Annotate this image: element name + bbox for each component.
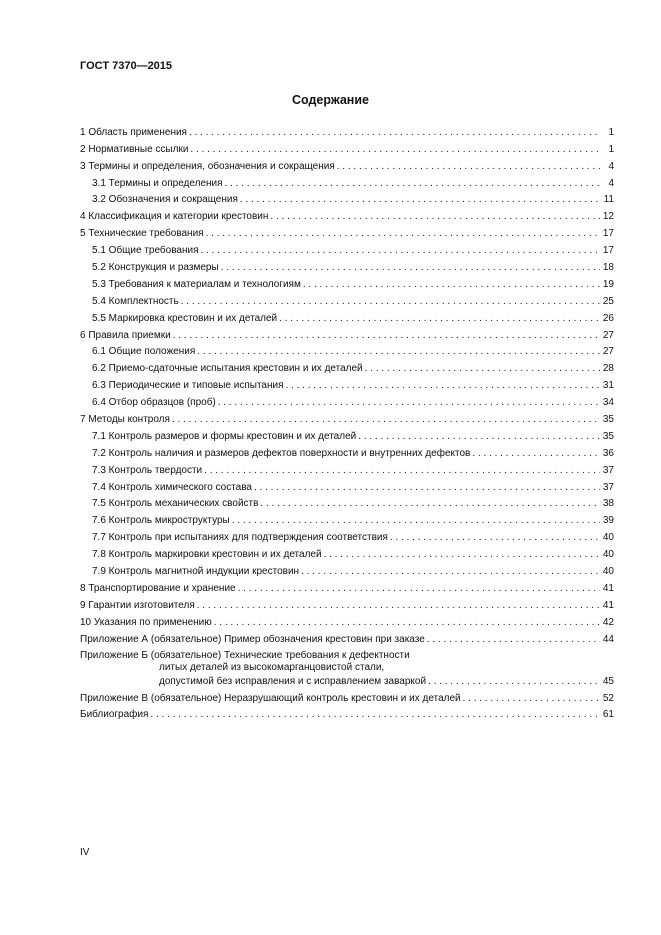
toc-entry-page: 40 xyxy=(602,549,614,561)
toc-entry[interactable] xyxy=(80,375,614,392)
toc-entry-page: 38 xyxy=(602,498,614,510)
toc-entry[interactable] xyxy=(80,688,614,705)
leader-dots xyxy=(206,228,600,240)
leader-dots xyxy=(189,127,600,139)
toc-entry[interactable] xyxy=(80,156,614,173)
toc-entry[interactable] xyxy=(80,173,614,190)
toc-entry-text: Приложение А (обязательное) Пример обозначения крестовин при заказе xyxy=(80,633,425,645)
leader-dots xyxy=(201,245,600,257)
toc-entry[interactable] xyxy=(80,544,614,561)
toc-entry-page: 36 xyxy=(602,447,614,459)
toc-entry-page: 61 xyxy=(602,709,614,721)
toc-entry[interactable] xyxy=(80,578,614,595)
leader-dots xyxy=(365,363,600,375)
toc-entry[interactable] xyxy=(80,392,614,409)
leader-dots xyxy=(337,161,600,173)
leader-dots xyxy=(238,583,600,595)
leader-dots xyxy=(221,262,600,274)
toc-entry[interactable] xyxy=(80,527,614,544)
toc-entry-page: 37 xyxy=(602,481,614,493)
toc-entry-text: 5.1 Общие требования xyxy=(92,245,199,257)
toc-entry-text: 8 Транспортирование и хранение xyxy=(80,582,236,594)
toc-entry-text: 7.7 Контроль при испытаниях для подтверждения соответствия xyxy=(92,532,388,544)
leader-dots xyxy=(190,144,600,156)
toc-entry-page: 12 xyxy=(602,211,614,223)
toc-entry[interactable] xyxy=(80,190,614,207)
toc-entry-text: 7.1 Контроль размеров и формы крестовин и их деталей xyxy=(92,430,357,442)
toc-entries xyxy=(80,122,614,646)
toc-entry[interactable] xyxy=(80,426,614,443)
toc-entry-text: Технические требования к дефектности xyxy=(224,649,410,661)
leader-dots xyxy=(303,279,600,291)
toc-entry-page: 44 xyxy=(602,633,614,645)
table-of-contents xyxy=(80,122,614,721)
toc-entry[interactable] xyxy=(80,342,614,359)
leader-dots xyxy=(204,465,600,477)
toc-tail-entries xyxy=(80,688,614,722)
toc-entry[interactable] xyxy=(80,494,614,511)
toc-entry[interactable] xyxy=(80,443,614,460)
toc-entry[interactable] xyxy=(80,257,614,274)
toc-entry-text: 7.8 Контроль маркировки крестовин и их деталей xyxy=(92,549,322,561)
toc-entry-page: 41 xyxy=(602,582,614,594)
toc-entry-text: 7.5 Контроль механических свойств xyxy=(92,498,259,510)
toc-entry-page: 18 xyxy=(602,262,614,274)
leader-dots xyxy=(197,600,600,612)
toc-entry-page: 1 xyxy=(608,143,614,155)
toc-entry-appendix-b[interactable] xyxy=(80,650,614,688)
toc-entry-text: Библиография xyxy=(80,709,149,721)
toc-entry-text: 7.3 Контроль твердости xyxy=(92,464,203,476)
toc-entry-page: 40 xyxy=(602,532,614,544)
toc-entry-page: 37 xyxy=(602,464,614,476)
leader-dots xyxy=(240,194,600,206)
toc-entry[interactable] xyxy=(80,460,614,477)
toc-entry-text: 10 Указания по применению xyxy=(80,616,212,628)
toc-entry-text: 7.2 Контроль наличия и размеров дефектов поверхности и внутренних дефектов xyxy=(92,447,471,459)
page-number: IV xyxy=(80,847,90,858)
toc-entry[interactable] xyxy=(80,561,614,578)
toc-entry[interactable] xyxy=(80,223,614,240)
toc-entry[interactable] xyxy=(80,409,614,426)
toc-entry-page: 34 xyxy=(602,397,614,409)
toc-entry-text: 7.4 Контроль химического состава xyxy=(92,481,252,493)
toc-entry-text: 6.1 Общие положения xyxy=(92,346,196,358)
toc-entry[interactable] xyxy=(80,139,614,156)
toc-entry-page: 31 xyxy=(602,380,614,392)
toc-entry[interactable] xyxy=(80,325,614,342)
toc-entry-text: 7.9 Контроль магнитной индукции крестовин xyxy=(92,566,300,578)
toc-title: Содержание xyxy=(291,93,369,107)
leader-dots xyxy=(181,296,600,308)
toc-entry-page: 45 xyxy=(602,675,614,687)
toc-entry[interactable] xyxy=(80,595,614,612)
leader-dots xyxy=(358,431,600,443)
toc-entry-text: 6.4 Отбор образцов (проб) xyxy=(92,397,216,409)
toc-entry-page: 1 xyxy=(608,126,614,138)
toc-entry-text: 4 Классификация и категории крестовин xyxy=(80,211,269,223)
toc-entry-page: 4 xyxy=(608,160,614,172)
toc-entry-page: 17 xyxy=(602,245,614,257)
toc-entry[interactable] xyxy=(80,510,614,527)
leader-dots xyxy=(172,414,600,426)
toc-entry-page: 26 xyxy=(602,312,614,324)
toc-entry-text: 6 Правила приемки xyxy=(80,329,171,341)
toc-entry[interactable] xyxy=(80,612,614,629)
toc-entry-page: 35 xyxy=(602,430,614,442)
toc-entry-page: 25 xyxy=(602,295,614,307)
leader-dots xyxy=(254,482,600,494)
toc-entry-page: 19 xyxy=(602,278,614,290)
toc-entry-page: 52 xyxy=(602,692,614,704)
toc-entry-text: 6.3 Периодические и типовые испытания xyxy=(92,380,284,392)
toc-entry-text: 7 Методы контроля xyxy=(80,414,170,426)
toc-entry-page: 28 xyxy=(602,363,614,375)
leader-dots xyxy=(225,178,600,190)
toc-entry-text: 5.3 Требования к материалам и технологиям xyxy=(92,278,301,290)
toc-entry-text: 9 Гарантии изготовителя xyxy=(80,599,195,611)
toc-entry-page: 27 xyxy=(602,329,614,341)
toc-entry[interactable] xyxy=(80,308,614,325)
toc-entry-page: 40 xyxy=(602,566,614,578)
toc-entry-page: 35 xyxy=(602,414,614,426)
toc-entry[interactable] xyxy=(80,240,614,257)
toc-entry-prefix: Приложение Б (обязательное) xyxy=(80,649,222,661)
toc-entry-page: 11 xyxy=(603,194,614,206)
toc-entry-page: 27 xyxy=(602,346,614,358)
toc-entry-text: 5.5 Маркировка крестовин и их деталей xyxy=(92,312,278,324)
leader-dots xyxy=(301,566,600,578)
leader-dots xyxy=(150,709,600,721)
toc-entry[interactable] xyxy=(80,122,614,139)
toc-entry-page: 4 xyxy=(608,177,614,189)
toc-entry[interactable] xyxy=(80,291,614,308)
leader-dots xyxy=(286,380,601,392)
toc-entry-text: допустимой без исправления и с исправлением заваркой xyxy=(159,675,427,687)
leader-dots xyxy=(232,515,600,527)
toc-entry-text: 5 Технические требования xyxy=(80,228,204,240)
toc-entry-text: 6.2 Приемо-сдаточные испытания крестовин и их деталей xyxy=(92,363,363,375)
leader-dots xyxy=(463,693,600,705)
leader-dots xyxy=(218,397,600,409)
leader-dots xyxy=(270,211,600,223)
toc-entry-text: литых деталей из высокомарганцовистой стали, xyxy=(159,661,385,673)
toc-entry-text: 3.2 Обозначения и сокращения xyxy=(92,194,238,206)
toc-entry[interactable] xyxy=(80,358,614,375)
toc-entry-text: 5.2 Конструкция и размеры xyxy=(92,262,219,274)
toc-entry-page: 41 xyxy=(602,599,614,611)
leader-dots xyxy=(428,676,600,688)
toc-entry-text: 3 Термины и определения, обозначения и сокращения xyxy=(80,160,335,172)
toc-entry[interactable] xyxy=(80,477,614,494)
document-code: ГОСТ 7370—2015 xyxy=(80,60,173,72)
toc-entry-text: Приложение В (обязательное) Неразрушающий контроль крестовин и их деталей xyxy=(80,692,461,704)
toc-entry[interactable] xyxy=(80,206,614,223)
toc-entry-text: 1 Область применения xyxy=(80,126,187,138)
leader-dots xyxy=(260,498,600,510)
toc-entry-text: 7.6 Контроль микроструктуры xyxy=(92,515,230,527)
toc-entry[interactable] xyxy=(80,629,614,646)
toc-entry-text: 3.1 Термины и определения xyxy=(92,177,223,189)
toc-entry-text: 5.4 Комплектность xyxy=(92,295,179,307)
leader-dots xyxy=(279,313,600,325)
toc-entry[interactable] xyxy=(80,274,614,291)
toc-entry-page: 42 xyxy=(602,616,614,628)
leader-dots xyxy=(472,448,600,460)
leader-dots xyxy=(324,549,600,561)
leader-dots xyxy=(390,532,600,544)
leader-dots xyxy=(173,330,600,342)
leader-dots xyxy=(214,617,600,629)
leader-dots xyxy=(427,634,600,646)
toc-entry-text: 2 Нормативные ссылки xyxy=(80,143,189,155)
toc-entry-page: 39 xyxy=(602,515,614,527)
leader-dots xyxy=(197,346,600,358)
toc-entry[interactable] xyxy=(80,705,614,722)
toc-entry-page: 17 xyxy=(602,228,614,240)
